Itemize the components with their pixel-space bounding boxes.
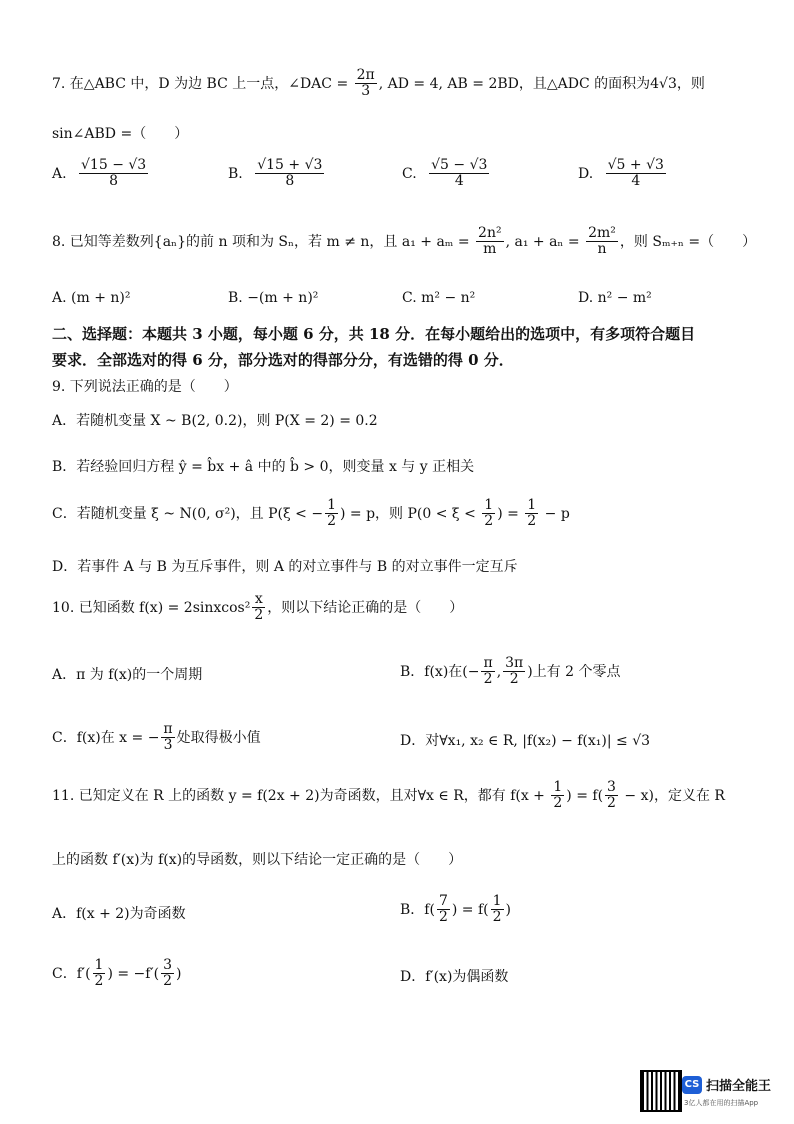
q10-prefix: 10. 已知函数 f(x) = 2sinxcos²	[52, 599, 251, 616]
q11-c-prefix: C．f′(	[52, 965, 91, 982]
q10-b-f2-den: 2	[509, 671, 519, 688]
q8-option-a-label: A.	[52, 290, 67, 306]
q11-prefix: 11. 已知定义在 R 上的函数 y = f(2x + 2)为奇函数，且对∀x ∈ R，都有 f(x +	[52, 787, 550, 804]
q11-half-num: 1	[553, 779, 563, 795]
q8-prefix: 8. 已知等差数列{aₙ}的前 n 项和为 Sₙ，若 m ≠ n，且 a₁ + aₘ =	[52, 233, 475, 250]
q7-mid: , AD = 4, AB = 2BD，且△ADC 的面积为	[378, 75, 651, 92]
q9-c-f3-den: 2	[527, 513, 537, 530]
q8-fraction-2	[586, 226, 618, 258]
q11-b-fraction-2	[491, 894, 504, 926]
q11-half-fraction	[551, 780, 564, 812]
q8-option-c-text: m² − n²	[421, 290, 476, 306]
q9-option-d[interactable]: D．若事件 A 与 B 为互斥事件，则 A 的对立事件与 B 的对立事件一定互斥	[52, 559, 518, 575]
q9-c-f3-num: 1	[527, 497, 537, 513]
q9-c-prefix: C．若随机变量 ξ ~ N(0, σ²)，且 P(ξ < −	[52, 505, 324, 522]
q11-line1	[52, 780, 725, 812]
q11-c-n1: 1	[94, 957, 104, 973]
q8-option-d[interactable]	[578, 290, 652, 306]
q7-option-d-label: D.	[578, 165, 594, 182]
q7-option-d-num: √5 + √3	[607, 157, 664, 173]
q7-option-b-den: 8	[285, 173, 295, 190]
q8-option-b-label: B.	[228, 290, 243, 306]
q7-angle-fraction	[355, 68, 377, 100]
q11-c-mid: ) = −f′(	[107, 965, 160, 982]
q11-option-c[interactable]	[52, 958, 182, 990]
q11-line2: 上的函数 f′(x)为 f(x)的导函数，则以下结论一定正确的是（ ）	[52, 852, 463, 868]
q11-b-n1: 7	[438, 893, 448, 909]
q7-line2: sin∠ABD =（ ）	[52, 126, 189, 142]
q7-option-a[interactable]	[52, 158, 150, 190]
q7-option-a-den: 8	[109, 173, 119, 190]
q7-option-d-den: 4	[631, 173, 641, 190]
section2-line2: 要求．全部选对的得 6 分，部分选对的得部分分，有选错的得 0 分．	[52, 351, 514, 369]
q10-option-a[interactable]: A．π 为 f(x)的一个周期	[52, 667, 203, 683]
q11-b-d1: 2	[438, 909, 448, 926]
q8-f2-num: 2m²	[588, 225, 616, 241]
q10-b-fraction-2	[503, 656, 525, 688]
q11-option-a[interactable]: A．f(x + 2)为奇函数	[52, 906, 186, 922]
q11-end: − x)，定义在 R	[619, 787, 725, 804]
q11-option-b[interactable]	[400, 894, 511, 926]
camscanner-tagline: 3亿人都在用的扫描App	[684, 1099, 759, 1107]
q11-b-d2: 2	[492, 909, 502, 926]
q7-angle-num: 2π	[356, 67, 375, 83]
q7-area: 4√3	[650, 75, 677, 92]
q7-option-d[interactable]	[578, 158, 668, 190]
q7-option-b-label: B.	[228, 165, 243, 182]
q8-option-a[interactable]	[52, 290, 130, 306]
q7-option-c-fraction	[429, 158, 489, 190]
q11-threehalf-fraction	[605, 780, 618, 812]
q9-c-fraction-2	[482, 498, 495, 530]
q11-c-fraction-2	[161, 958, 174, 990]
q11-b-n2: 1	[492, 893, 502, 909]
q8-option-d-text: n² − m²	[597, 290, 652, 306]
q10-b-f1-num: π	[483, 655, 493, 671]
q10-b-end: )上有 2 个零点	[527, 663, 621, 680]
q10-c-num: π	[163, 721, 173, 737]
q9-option-b[interactable]: B．若经验回归方程 ŷ = b̂x + â 中的 b̂ > 0，则变量 x 与 y 正相关	[52, 459, 475, 475]
q7-option-c[interactable]	[402, 158, 491, 190]
q10-option-c[interactable]	[52, 722, 261, 754]
q8-stem	[52, 226, 756, 258]
q8-f2-den: n	[597, 241, 607, 258]
q10-end: ，则以下结论正确的是（ ）	[267, 599, 464, 616]
q7-option-b-num: √15 + √3	[257, 157, 323, 173]
q10-stem	[52, 592, 463, 624]
q8-end: ，则 Sₘ₊ₙ =（ ）	[619, 233, 757, 250]
q8-option-d-label: D.	[578, 290, 594, 306]
q10-b-f2-num: 3π	[505, 655, 524, 671]
q11-tp-den: 2	[607, 795, 616, 812]
q11-c-end: )	[176, 965, 182, 982]
q7-option-a-label: A.	[52, 165, 67, 182]
q7-prefix: 7. 在△ABC 中，D 为边 BC 上一点，∠DAC =	[52, 75, 353, 92]
q11-b-prefix: B．f(	[400, 901, 435, 918]
q10-c-prefix: C．f(x)在 x = −	[52, 729, 160, 746]
q10-b-fraction-1	[481, 656, 494, 688]
q7-option-a-fraction	[79, 158, 148, 190]
q10-frac-num: x	[252, 592, 265, 608]
q8-option-c-label: C.	[402, 290, 417, 306]
q7-option-c-label: C.	[402, 165, 417, 182]
camscanner-logo-icon: CS	[682, 1076, 702, 1094]
q11-c-d1: 2	[94, 973, 104, 990]
q7-line1	[52, 68, 705, 100]
q9-c-mid2: ) =	[497, 505, 524, 522]
q10-c-end: 处取得极小值	[176, 729, 261, 746]
q9-c-fraction-3	[525, 498, 538, 530]
q10-option-d[interactable]: D．对∀x₁, x₂ ∈ R, |f(x₂) − f(x₁)| ≤ √3	[400, 733, 651, 749]
q8-f1-den: m	[483, 241, 497, 258]
q7-end: ，则	[676, 75, 705, 92]
q11-b-fraction-1	[437, 894, 450, 926]
q10-fraction	[252, 592, 265, 624]
q11-c-fraction-1	[93, 958, 106, 990]
q9-option-c[interactable]	[52, 498, 570, 530]
q10-frac-den: 2	[254, 607, 264, 624]
q10-c-den: 3	[163, 737, 173, 754]
q9-c-end: − p	[540, 505, 570, 522]
q8-option-b-text: −(m + n)²	[247, 290, 319, 306]
q9-c-f2-den: 2	[484, 513, 494, 530]
q11-b-end: )	[505, 901, 511, 918]
q9-c-f1-den: 2	[327, 513, 336, 530]
q9-c-f1-num: 1	[327, 497, 336, 513]
q11-c-n2: 3	[163, 957, 173, 973]
q8-option-a-text: (m + n)²	[71, 290, 131, 306]
q10-b-prefix: B．f(x)在(−	[400, 663, 480, 680]
q11-c-d2: 2	[163, 973, 173, 990]
q7-option-d-fraction	[606, 158, 666, 190]
q9-c-f2-num: 1	[484, 497, 494, 513]
q11-half-den: 2	[553, 795, 563, 812]
q7-angle-den: 3	[361, 83, 371, 100]
camscanner-app-name: 扫描全能王	[706, 1079, 772, 1094]
q7-option-b[interactable]	[228, 158, 326, 190]
q8-option-c[interactable]	[402, 290, 475, 306]
qr-code-icon	[640, 1070, 682, 1112]
q8-f1-num: 2n²	[478, 225, 502, 241]
q7-option-a-num: √15 − √3	[81, 157, 147, 173]
q8-mid: , a₁ + aₙ =	[505, 233, 585, 250]
section2-line1: 二、选择题：本题共 3 小题，每小题 6 分，共 18 分．在每小题给出的选项中，有多项符合题目	[52, 325, 696, 343]
q10-option-b[interactable]: B．f(x)在(− $\frac{\pi}{2}$ , $\frac{3\pi}{2}$ )上有 2 个零点	[400, 655, 621, 688]
q9-c-fraction-1	[325, 498, 338, 530]
q10-b-f1-den: 2	[483, 671, 493, 688]
q10-c-fraction	[161, 722, 174, 754]
q8-option-b[interactable]	[228, 290, 318, 306]
q9-c-mid: ) = p，则 P(0 < ξ <	[339, 505, 481, 522]
q7-option-c-num: √5 − √3	[431, 157, 488, 173]
q7-option-c-den: 4	[454, 173, 464, 190]
q7-option-b-fraction	[255, 158, 324, 190]
q9-option-a[interactable]: A．若随机变量 X ~ B(2, 0.2)，则 P(X = 2) = 0.2	[52, 413, 378, 429]
q11-b-mid: ) = f(	[451, 901, 489, 918]
q11-tp-num: 3	[607, 779, 616, 795]
q11-mid: ) = f(	[566, 787, 604, 804]
q11-option-d[interactable]: D．f′(x)为偶函数	[400, 969, 509, 985]
q8-fraction-1	[476, 226, 504, 258]
q9-stem: 9. 下列说法正确的是（ ）	[52, 379, 238, 395]
